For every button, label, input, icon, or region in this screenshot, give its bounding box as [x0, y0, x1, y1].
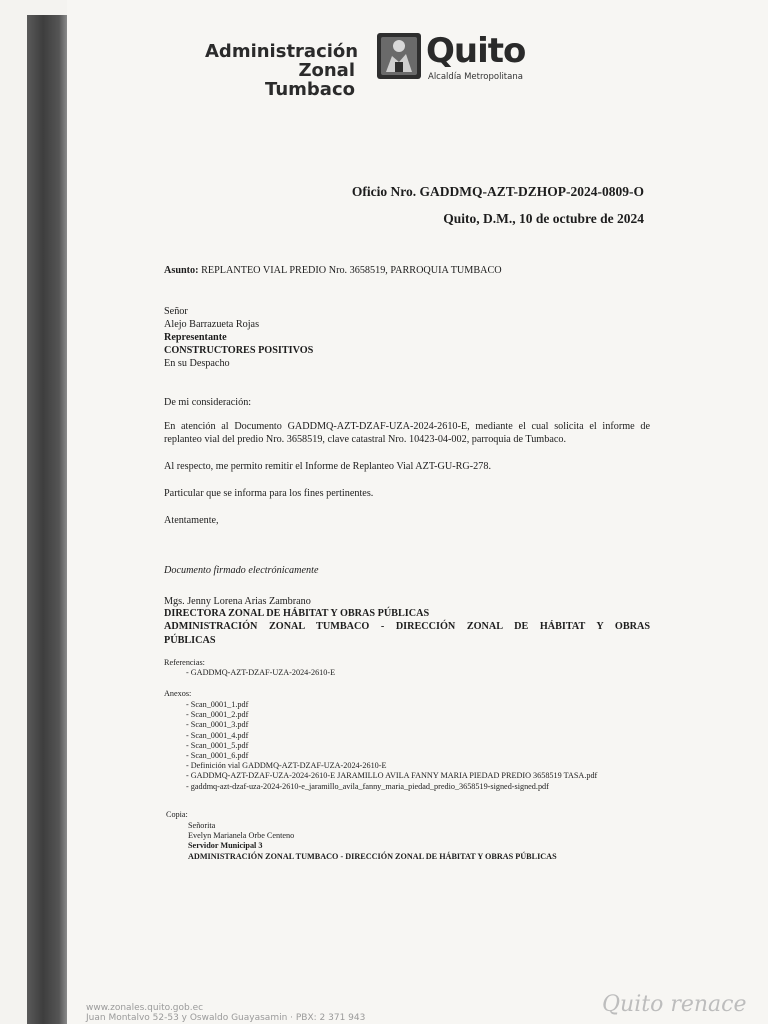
body-paragraph-1: En atención al Documento GADDMQ-AZT-DZAF-UZA-2024-2610-E, mediante el cual solicita el informe de replanteo vial del predio Nro. 3658519, clave catastral Nro. 10423-04-002, parroquia de Tumbaco.: [164, 421, 650, 445]
recipient-location: En su Despacho: [164, 358, 230, 369]
recipient-role: Representante: [164, 332, 227, 343]
anexo-item: - Scan_0001_3.pdf: [186, 720, 249, 730]
footer-address: Juan Montalvo 52-53 y Oswaldo Guayasamin · PBX: 2 371 943: [86, 1013, 366, 1023]
document-page: [67, 0, 768, 1024]
signed-note: Documento firmado electrónicamente: [164, 565, 319, 576]
quito-brand: Quito: [426, 31, 526, 71]
anexo-item: - GADDMQ-AZT-DZAF-UZA-2024-2610-E JARAMILLO AVILA FANNY MARIA PIEDAD PREDIO 3658519 TASA.pdf: [186, 771, 598, 781]
signer-dept-line-2: PÚBLICAS: [164, 635, 216, 646]
footer-contact: [86, 1003, 365, 1023]
copia-name: Evelyn Marianela Orbe Centeno: [188, 831, 295, 841]
scan-shadow-edge: [27, 15, 67, 1024]
body-paragraph-2: Al respecto, me permito remitir el Informe de Replanteo Vial AZT-GU-RG-278.: [164, 461, 491, 472]
admin-line-1: Administración: [205, 41, 359, 62]
anexo-item: - gaddmq-azt-dzaf-uza-2024-2610-e_jaramillo_avila_fanny_maria_piedad_predio_3658519-signed-signed.pdf: [186, 781, 549, 791]
quito-crest-icon: [376, 32, 422, 80]
asunto-label: Asunto:: [164, 265, 199, 276]
signer-name: Mgs. Jenny Lorena Arias Zambrano: [164, 596, 311, 607]
copia-label: Copia:: [166, 810, 188, 819]
copia-dept: ADMINISTRACIÓN ZONAL TUMBACO - DIRECCIÓN ZONAL DE HÁBITAT Y OBRAS PÚBLICAS: [188, 851, 557, 861]
copia-role: Servidor Municipal 3: [188, 841, 263, 851]
referencias-list: [186, 668, 335, 678]
anexos-label: Anexos:: [164, 689, 192, 698]
alcaldia-label: Alcaldía Metropolitana: [428, 72, 523, 82]
closing: Atentamente,: [164, 515, 219, 526]
asunto-text: REPLANTEO VIAL PREDIO Nro. 3658519, PARROQUIA TUMBACO: [201, 265, 502, 276]
anexo-item: - Scan_0001_4.pdf: [186, 730, 249, 740]
asunto-line: [164, 264, 502, 277]
anexos-list: [186, 700, 597, 792]
document-date: Quito, D.M., 10 de octubre de 2024: [443, 211, 644, 226]
anexo-item: - Scan_0001_5.pdf: [186, 740, 249, 750]
greeting: De mi consideración:: [164, 397, 252, 408]
anexo-item: - Scan_0001_6.pdf: [186, 751, 249, 761]
body-paragraph-3: Particular que se informa para los fines pertinentes.: [164, 488, 374, 499]
copia-salutation: Señorita: [188, 821, 216, 830]
recipient-salutation: Señor: [164, 306, 188, 317]
oficio-number: Oficio Nro. GADDMQ-AZT-DZHOP-2024-0809-O: [351, 184, 644, 199]
recipient-name: Alejo Barrazueta Rojas: [164, 319, 260, 330]
admin-zonal-logo: [205, 41, 359, 100]
referencia-item: - GADDMQ-AZT-DZAF-UZA-2024-2610-E: [186, 668, 336, 677]
recipient-company: CONSTRUCTORES POSITIVOS: [164, 345, 314, 356]
admin-line-2: Zonal Tumbaco: [265, 60, 355, 100]
anexo-item: - Scan_0001_2.pdf: [186, 710, 249, 720]
anexo-item: - Scan_0001_1.pdf: [186, 700, 249, 709]
footer-url: www.zonales.quito.gob.ec: [86, 1003, 204, 1013]
footer-slogan: Quito renace: [602, 992, 747, 1017]
copia-block: [188, 821, 557, 862]
signer-title: DIRECTORA ZONAL DE HÁBITAT Y OBRAS PÚBLICAS: [164, 608, 430, 619]
anexo-item: - Definición vial GADDMQ-AZT-DZAF-UZA-2024-2610-E: [186, 761, 387, 771]
signer-dept-line-1: ADMINISTRACIÓN ZONAL TUMBACO - DIRECCIÓN ZONAL DE HÁBITAT Y OBRAS: [164, 621, 650, 632]
referencias-label: Referencias:: [164, 658, 205, 667]
